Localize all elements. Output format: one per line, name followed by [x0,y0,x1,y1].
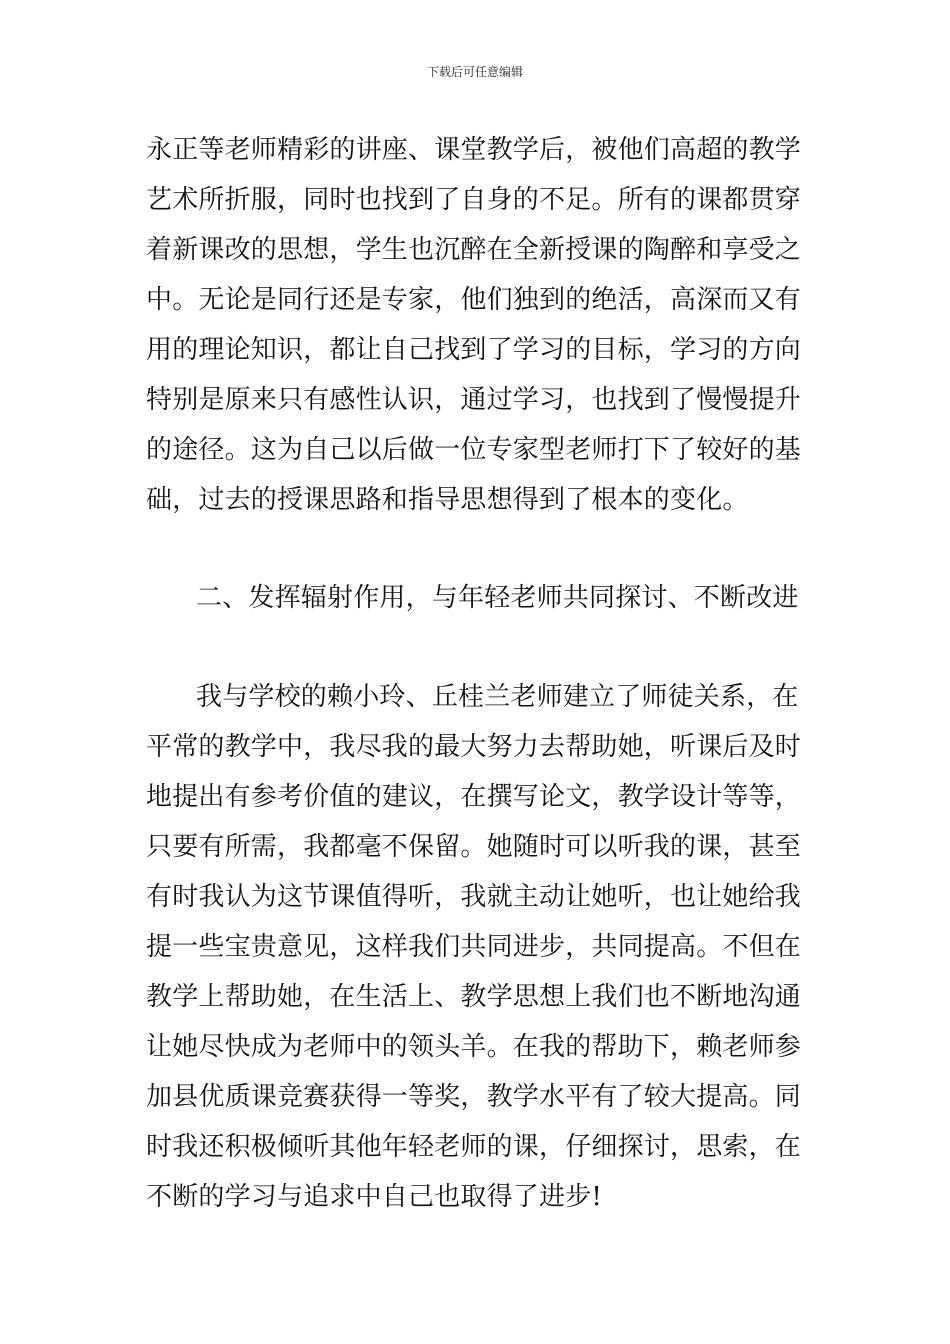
paragraph-line: 永正等老师精彩的讲座、课堂教学后，被他们高超的教学 [146,135,802,165]
paragraph-line: 只要有所需，我都毫不保留。她随时可以听我的课，甚至 [146,832,802,862]
paragraph-line: 特别是原来只有感性认识，通过学习，也找到了慢慢提升 [146,385,802,415]
paragraph-line: 艺术所折服，同时也找到了自身的不足。所有的课都贯穿 [146,185,802,215]
paragraph-line: 着新课改的思想，学生也沉醉在全新授课的陶醉和享受之 [146,235,802,265]
page-header: 下载后可任意编辑 [426,65,523,79]
paragraph-line: 教学上帮助她，在生活上、教学思想上我们也不断地沟通 [146,982,802,1012]
paragraph-line: 让她尽快成为老师中的领头羊。在我的帮助下，赖老师参 [146,1032,802,1062]
paragraph-line: 提一些宝贵意见，这样我们共同进步，共同提高。不但在 [146,932,802,962]
section-heading: 二、发挥辐射作用，与年轻老师共同探讨、不断改进 [196,583,799,613]
paragraph-line: 的途径。这为自己以后做一位专家型老师打下了较好的基 [146,435,802,465]
paragraph-line: 不断的学习与追求中自己也取得了进步! [146,1182,603,1212]
paragraph-line: 有时我认为这节课值得听，我就主动让她听，也让她给我 [146,882,802,912]
paragraph-line: 础，过去的授课思路和指导思想得到了根本的变化。 [146,485,749,515]
paragraph-line: 时我还积极倾听其他年轻老师的课，仔细探讨，思索，在 [146,1132,802,1162]
paragraph-line: 地提出有参考价值的建议，在撰写论文，教学设计等等， [146,782,802,812]
paragraph-line: 用的理论知识，都让自己找到了学习的目标，学习的方向 [146,335,802,365]
paragraph-line: 平常的教学中，我尽我的最大努力去帮助她，听课后及时 [146,732,802,762]
paragraph-line: 我与学校的赖小玲、丘桂兰老师建立了师徒关系，在 [196,682,799,712]
paragraph-line: 中。无论是同行还是专家，他们独到的绝活，高深而又有 [146,285,802,315]
paragraph-line: 加县优质课竞赛获得一等奖，教学水平有了较大提高。同 [146,1082,802,1112]
